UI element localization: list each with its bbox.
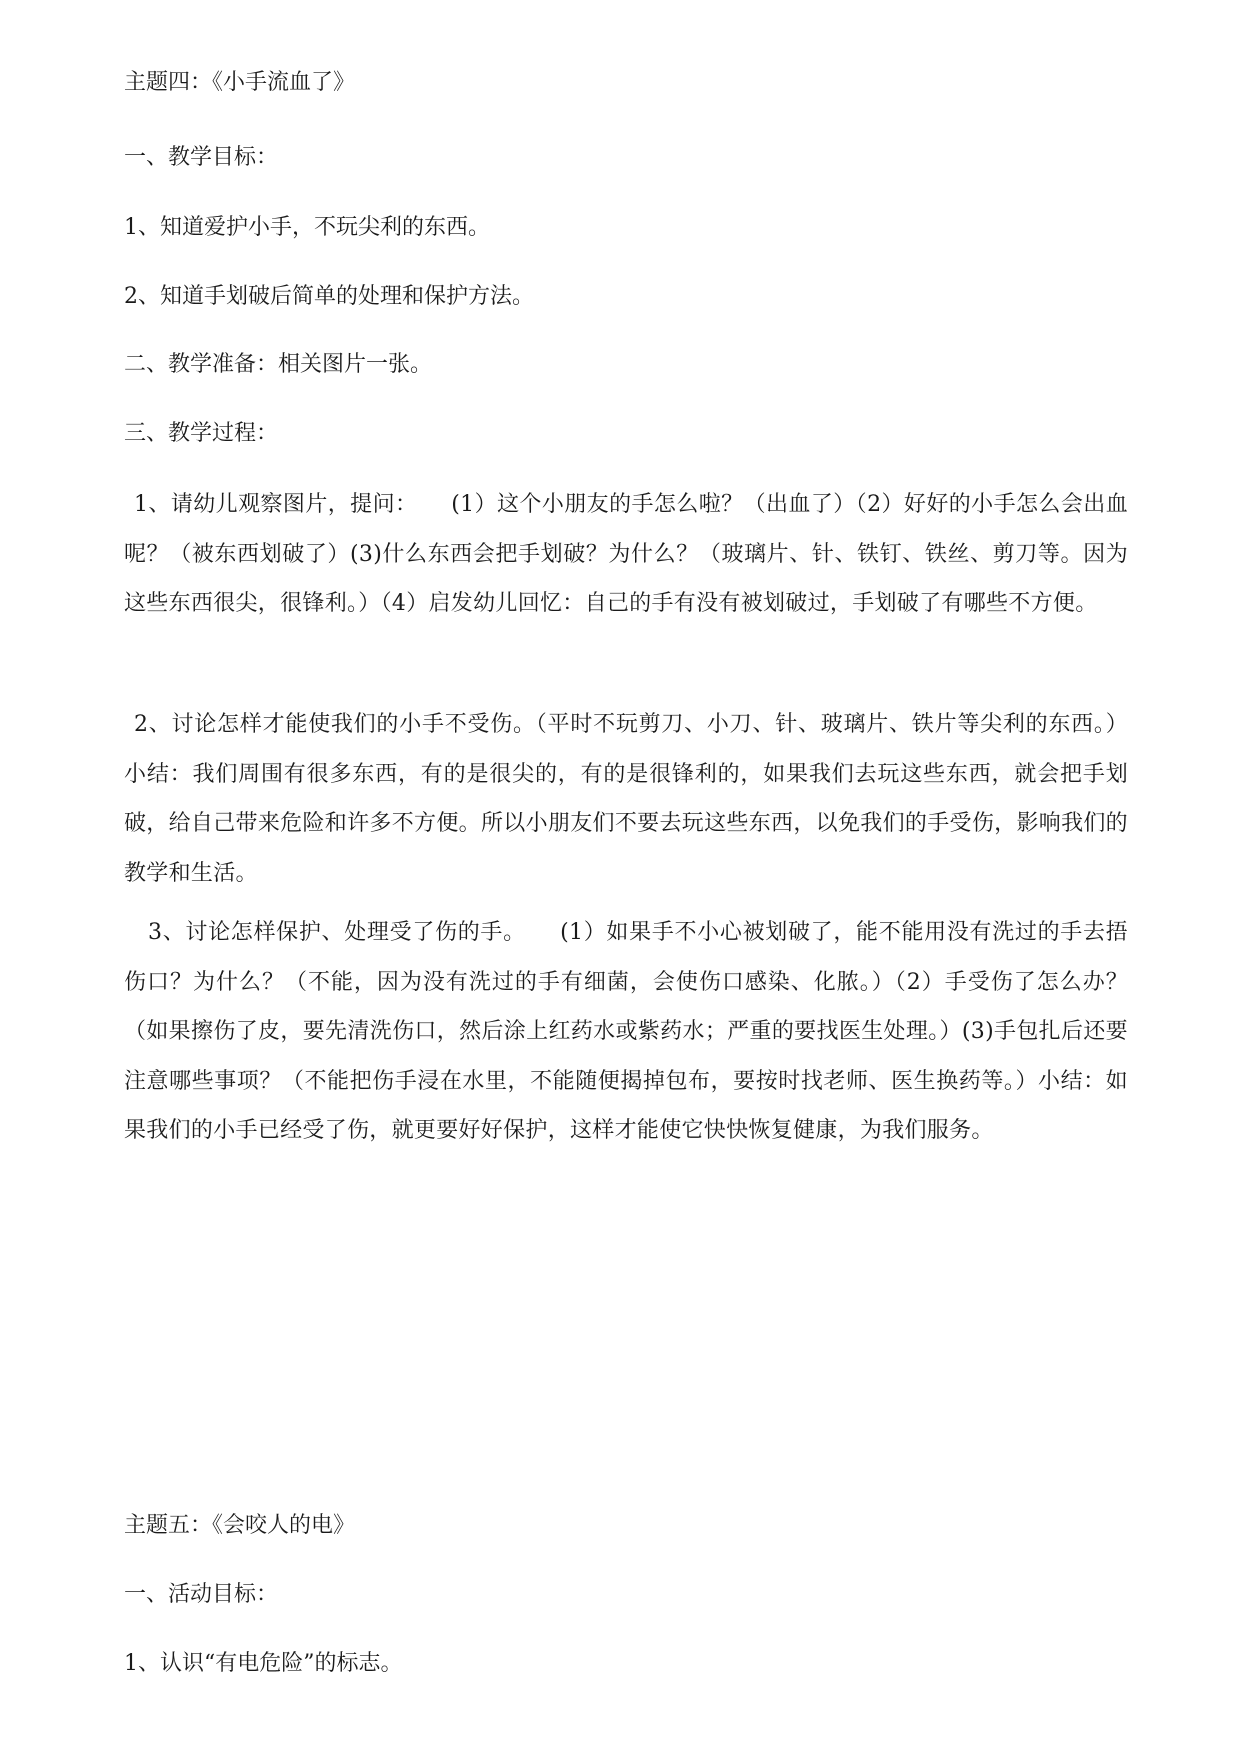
theme4-goal-1: 1、知道爱护小手，不玩尖利的东西。 bbox=[124, 215, 490, 240]
theme5-title: 主题五：《会咬人的电》 bbox=[124, 1513, 356, 1538]
theme4-step-1: 1、请幼儿观察图片，提问： (1）这个小朋友的手怎么啦？（出血了）（2）好好的小手怎么会出血呢？（被东西划破了）(3)什么东西会把手划破？为什么？（玻璃片、针、铁钉、铁丝、剪刀等。因为这些东西很尖，很锋利。）（4）启发幼儿回忆：自己的手有没有被划破过，手划破了有哪些不方便。 bbox=[124, 492, 1128, 616]
theme4-step-3: 3、讨论怎样保护、处理受了伤的手。 (1）如果手不小心被划破了，能不能用没有洗过的手去捂伤口？为什么？（不能，因为没有洗过的手有细菌，会使伤口感染、化脓。）（2）手受伤了怎么办？（如果擦伤了皮，要先清洗伤口，然后涂上红药水或紫药水；严重的要找医生处理。）(3)手包扎后还要注意哪些事项？（不能把伤手浸在水里，不能随便揭掉包布，要按时找老师、医生换药等。）小结：如果我们的小手已经受了伤，就更要好好保护，这样才能使它快快恢复健康，为我们服务。 bbox=[124, 920, 1128, 1143]
theme5-goals-heading: 一、活动目标： bbox=[124, 1582, 279, 1607]
theme4-goal-2: 2、知道手划破后简单的处理和保护方法。 bbox=[124, 284, 534, 309]
theme4-step-2: 2、讨论怎样才能使我们的小手不受伤。（平时不玩剪刀、小刀、针、玻璃片、铁片等尖利的东西。）小结：我们周围有很多东西，有的是很尖的，有的是很锋利的，如果我们去玩这些东西，就会把手划破，给自己带来危险和许多不方便。所以小朋友们不要去玩这些东西，以免我们的手受伤，影响我们的教学和生活。 bbox=[124, 712, 1128, 886]
theme4-process-heading: 三、教学过程： bbox=[124, 421, 279, 446]
theme4-prep: 二、教学准备：相关图片一张。 bbox=[124, 352, 433, 377]
theme4-title: 主题四：《小手流血了》 bbox=[124, 70, 356, 95]
theme5-goal-1: 1、认识“有电危险”的标志。 bbox=[124, 1651, 403, 1676]
theme4-goals-heading: 一、教学目标： bbox=[124, 145, 279, 170]
